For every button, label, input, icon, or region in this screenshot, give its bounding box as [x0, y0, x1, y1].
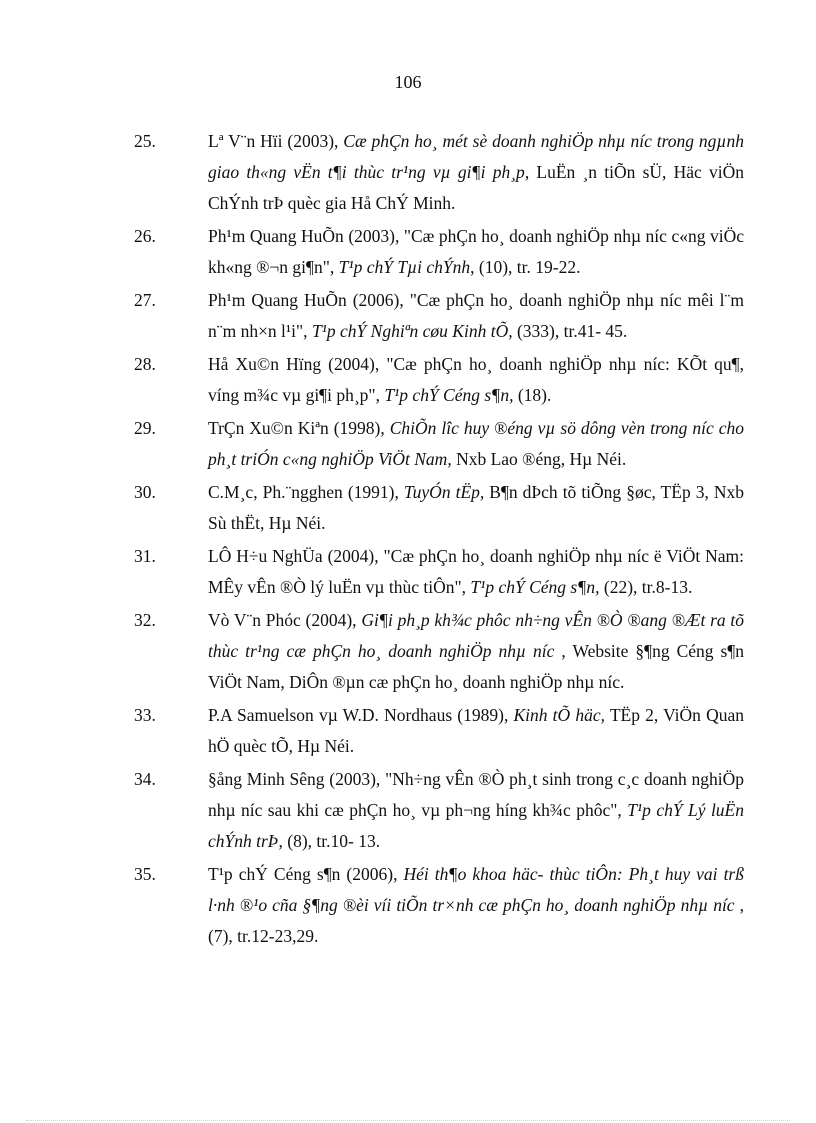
reference-item [134, 221, 744, 283]
reference-item [134, 413, 744, 475]
reference-text: Ph¹m Quang HuÕn (2006), "Cæ phÇn ho¸ doanh nghiÖp nhµ níc mêi l¨m n¨m nh×n l¹i", [208, 290, 744, 341]
reference-number: 31. [134, 546, 156, 566]
reference-number: 35. [134, 864, 156, 884]
reference-text: §ång Minh Sêng (2003), "Nh÷ng vÊn ®Ò ph¸t sinh trong c¸c doanh nghiÖp nhµ níc sau khi cæ phÇn ho¸ vµ ph¬ng híng kh¾c phôc", [208, 769, 744, 820]
bottom-divider [26, 1120, 790, 1121]
reference-text: , (7), tr.12-23,29. [208, 895, 744, 946]
reference-text: , LuËn ¸n tiÕn sÜ, Häc viÖn ChÝnh trÞ quèc gia Hå ChÝ Minh. [208, 162, 744, 213]
reference-text: C.M¸c, Ph.¨ngghen (1991), [208, 482, 404, 502]
reference-title: T¹p chÝ Tµi chÝnh [338, 257, 471, 277]
reference-text: Ph¹m Quang HuÕn (2003), "Cæ phÇn ho¸ doanh nghiÖp nhµ níc c«ng viÖc kh«ng ®¬n gi¶n", [208, 226, 744, 277]
reference-text: Hå Xu©n Hïng (2004), "Cæ phÇn ho¸ doanh nghiÖp nhµ níc: KÕt qu¶, víng m¾c vµ gi¶i ph¸p", [208, 354, 744, 405]
reference-number: 25. [134, 131, 156, 151]
reference-number: 29. [134, 418, 156, 438]
reference-text: (333), tr.41- 45. [512, 321, 628, 341]
reference-title: T¹p chÝ Céng s¶n, [470, 577, 600, 597]
reference-text: P.A Samuelson vµ W.D. Nordhaus (1989), [208, 705, 514, 725]
reference-list [134, 126, 744, 954]
reference-text: Vò V¨n Phóc (2004), [208, 610, 362, 630]
reference-title: ChiÕn lîc huy ®éng vµ sö dông vèn trong níc cho ph¸t triÓn c«ng nghiÖp ViÖt Nam, [208, 418, 744, 469]
reference-text: (18). [513, 385, 552, 405]
page-number: 106 [394, 72, 422, 92]
reference-number: 28. [134, 354, 156, 374]
reference-item [134, 859, 744, 952]
reference-number: 26. [134, 226, 156, 246]
reference-text: , Website §¶ng Céng s¶n ViÖt Nam, DiÔn ®µn cæ phÇn ho¸ doanh nghiÖp nhµ níc. [208, 641, 745, 692]
reference-title: TuyÓn tËp, [403, 482, 485, 502]
reference-text: B¶n dÞch tõ tiÕng §øc, TËp 3, Nxb Sù thËt, Hµ Néi. [208, 482, 744, 533]
reference-number: 32. [134, 610, 156, 630]
reference-title: T¹p chÝ Nghiªn cøu Kinh tÕ, [311, 321, 513, 341]
reference-number: 30. [134, 482, 156, 502]
reference-item [134, 764, 744, 857]
reference-item [134, 541, 744, 603]
reference-title: T¹p chÝ Céng s¶n, [384, 385, 514, 405]
reference-number: 27. [134, 290, 156, 310]
reference-item [134, 700, 744, 762]
reference-number: 33. [134, 705, 156, 725]
reference-text: LÔ H÷u NghÜa (2004), "Cæ phÇn ho¸ doanh nghiÖp nhµ níc ë ViÖt Nam: MÊy vÊn ®Ò lý luËn vµ thùc tiÔn", [208, 546, 744, 597]
reference-text: Nxb Lao ®éng, Hµ Néi. [451, 449, 627, 469]
reference-text: T¹p chÝ Céng s¶n (2006), [208, 864, 404, 884]
reference-item [134, 605, 744, 698]
reference-title: T¹p chÝ Lý luËn chÝnh trÞ, [208, 800, 744, 851]
reference-title: Héi th¶o khoa häc- thùc tiÔn: Ph¸t huy vai trß l·nh ®¹o cña §¶ng ®èi víi tiÕn tr×nh cæ phÇn ho¸ doanh nghiÖp nhµ níc [208, 864, 744, 915]
reference-text: Lª V¨n Hïi (2003), [208, 131, 344, 151]
reference-item [134, 285, 744, 347]
reference-item [134, 349, 744, 411]
reference-text: TrÇn Xu©n Kiªn (1998), [208, 418, 390, 438]
reference-item [134, 477, 744, 539]
reference-number: 34. [134, 769, 156, 789]
reference-text: TËp 2, ViÖn Quan hÖ quèc tÕ, Hµ Néi. [208, 705, 744, 756]
reference-text: , (10), tr. 19-22. [470, 257, 581, 277]
reference-title: Gi¶i ph¸p kh¾c phôc nh÷ng vÊn ®Ò ®ang ®Æt ra tõ thùc tr¹ng cæ phÇn ho¸ doanh nghiÖp nhµ níc [208, 610, 744, 661]
reference-item [134, 126, 744, 219]
reference-text: (22), tr.8-13. [599, 577, 693, 597]
reference-text: (8), tr.10- 13. [282, 831, 381, 851]
reference-title: Kinh tÕ häc, [513, 705, 605, 725]
reference-title: Cæ phÇn ho¸ mét sè doanh nghiÖp nhµ níc trong ngµnh giao th«ng vËn t¶i thùc tr¹ng vµ gi¶i ph¸p [208, 131, 744, 182]
